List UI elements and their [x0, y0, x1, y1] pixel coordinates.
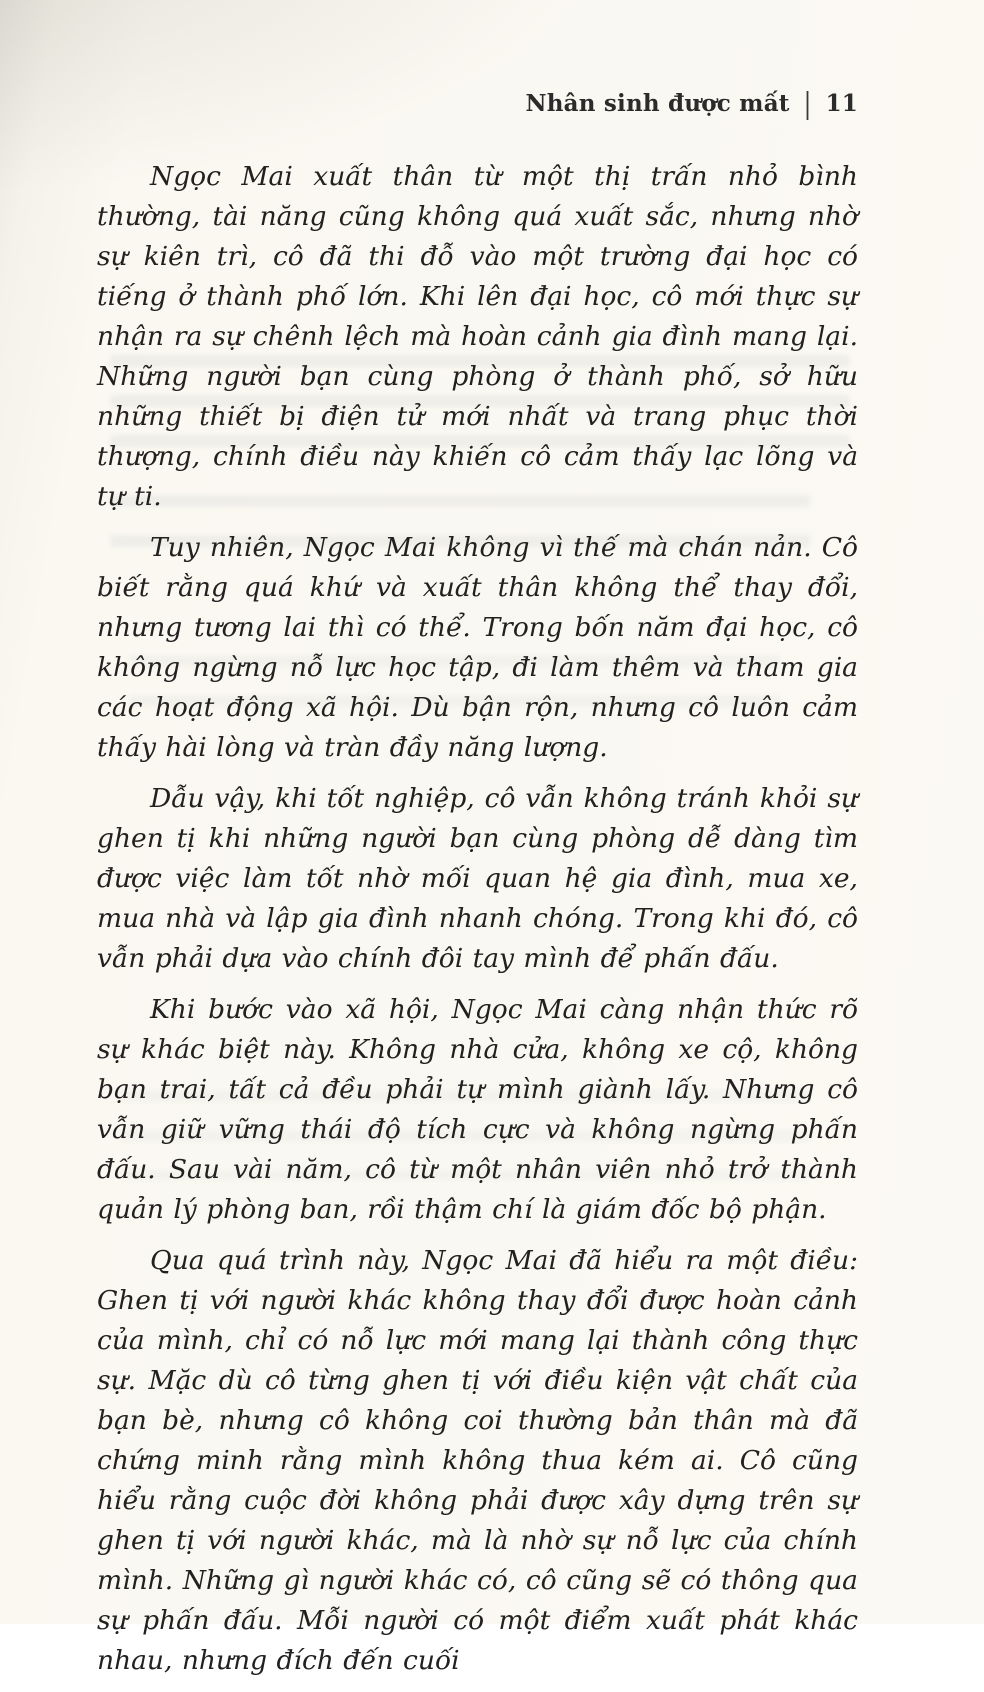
paragraph: Khi bước vào xã hội, Ngọc Mai càng nhận thức rõ sự khác biệt này. Không nhà cửa, không xe cộ, không bạn trai, tất cả đều phải tự mình giành lấy. Nhưng cô vẫn giữ vững thái độ tích cực và không ngừng phấn đấu. Sau vài năm, cô từ một nhân viên nhỏ trở thành quản lý phòng ban, rồi thậm chí là giám đốc bộ phận. [97, 994, 858, 1225]
running-header [97, 87, 858, 121]
running-header-title: Nhân sinh được mất [525, 90, 790, 117]
paragraph: Dẫu vậy, khi tốt nghiệp, cô vẫn không tránh khỏi sự ghen tị khi những người bạn cùng phòng dễ dàng tìm được việc làm tốt nhờ mối quan hệ gia đình, mua xe, mua nhà và lập gia đình nhanh chóng. Trong khi đó, cô vẫn phải dựa vào chính đôi tay mình để phấn đấu. [97, 783, 858, 974]
paragraph: Tuy nhiên, Ngọc Mai không vì thế mà chán nản. Cô biết rằng quá khứ và xuất thân không thể thay đổi, nhưng tương lai thì có thể. Trong bốn năm đại học, cô không ngừng nỗ lực học tập, đi làm thêm và tham gia các hoạt động xã hội. Dù bận rộn, nhưng cô luôn cảm thấy hài lòng và tràn đầy năng lượng. [97, 532, 858, 763]
body-text [97, 157, 858, 1681]
page-number: 11 [825, 90, 858, 117]
paragraph: Qua quá trình này, Ngọc Mai đã hiểu ra một điều: Ghen tị với người khác không thay đổi được hoàn cảnh của mình, chỉ có nỗ lực mới mang lại thành công thực sự. Mặc dù cô từng ghen tị với điều kiện vật chất của bạn bè, nhưng cô không coi thường bản thân mà đã chứng minh rằng mình không thua kém ai. Cô cũng hiểu rằng cuộc đời không phải được xây dựng trên sự ghen tị với người khác, mà là nhờ sự nỗ lực của chính mình. Những gì người khác có, cô cũng sẽ có thông qua sự phấn đấu. Mỗi người có một điểm xuất phát khác nhau, nhưng đích đến cuối [97, 1245, 858, 1676]
page-content [97, 87, 858, 1692]
running-header-separator: | [803, 87, 812, 121]
paragraph: Ngọc Mai xuất thân từ một thị trấn nhỏ bình thường, tài năng cũng không quá xuất sắc, nhưng nhờ sự kiên trì, cô đã thi đỗ vào một trường đại học có tiếng ở thành phố lớn. Khi lên đại học, cô mới thực sự nhận ra sự chênh lệch mà hoàn cảnh gia đình mang lại. Những người bạn cùng phòng ở thành phố, sở hữu những thiết bị điện tử mới nhất và trang phục thời thượng, chính điều này khiến cô cảm thấy lạc lõng và tự ti. [97, 161, 858, 512]
